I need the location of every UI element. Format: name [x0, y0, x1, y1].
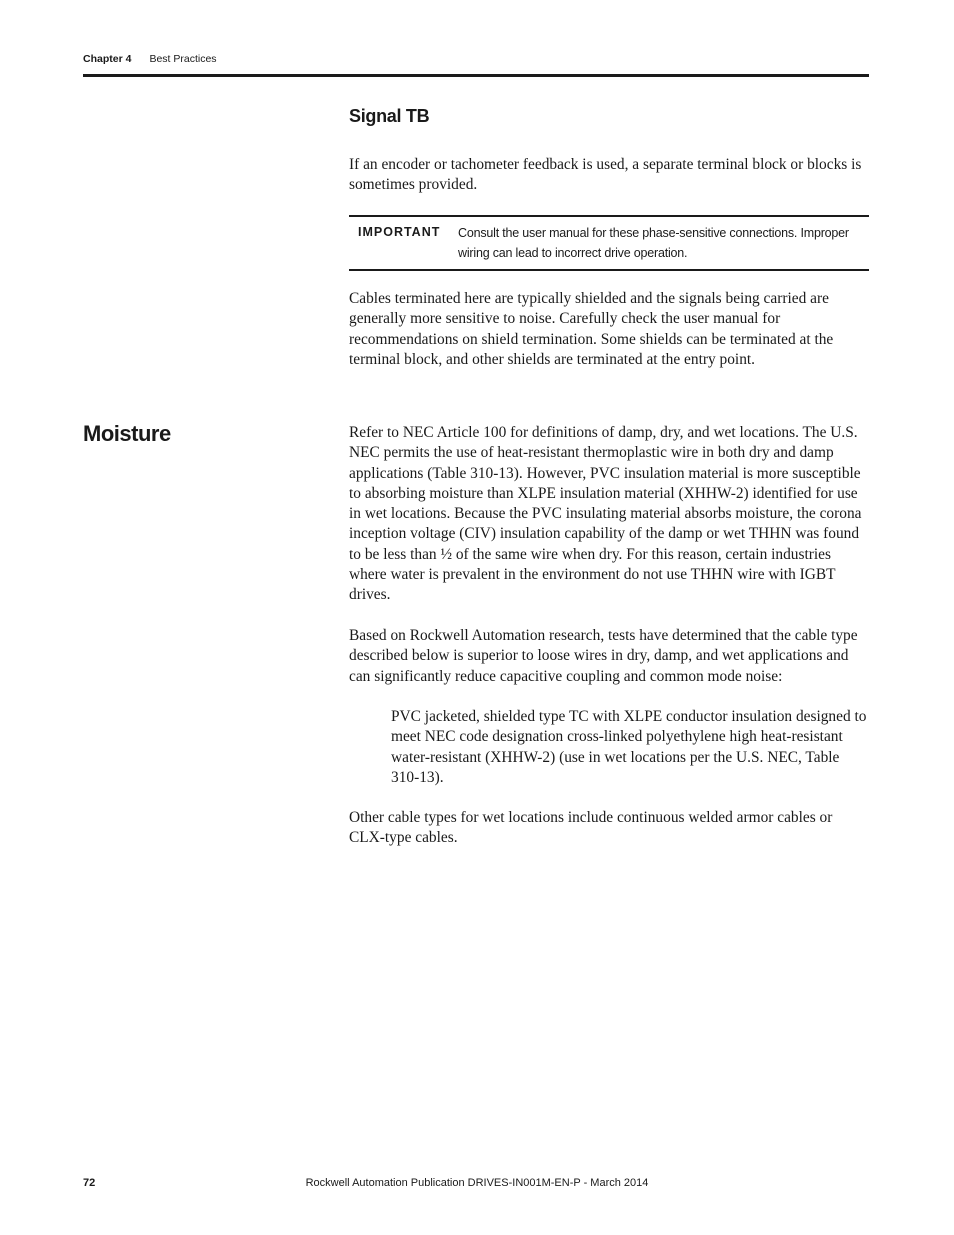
moisture-heading: Moisture: [83, 421, 171, 446]
moisture-paragraph-1: Refer to NEC Article 100 for definitions of damp, dry, and wet locations. The U.S. NEC permits the use of heat-resistant thermoplastic wire in both dry and damp applications (Table 310-13). However, PVC insulation material is more susceptible to absorbing moisture than XLPE insulation material (XHHW-2) identified for use in wet locations. Because the PVC insulating material absorbs moisture, the corona inception voltage (CIV) insulation capability of the damp or wet THHN was found to be less than ½ of the same wire when dry. For this reason, certain industries where water is prevalent in the environment do not use THHN wire with IGBT drives.: [349, 424, 862, 604]
publication-footer: Rockwell Automation Publication DRIVES-IN001M-EN-P - March 2014: [305, 1177, 649, 1189]
moisture-indented-paragraph: PVC jacketed, shielded type TC with XLPE conductor insulation designed to meet NEC code designation cross-linked polyethylene high heat-resistant water-resistant (XHHW-2) (use in wet locations per the U.S. NEC, Table 310-13).: [391, 708, 867, 786]
important-label: IMPORTANT: [358, 225, 441, 239]
page-number: 72: [83, 1177, 96, 1189]
signal-tb-intro: If an encoder or tachometer feedback is used, a separate terminal block or blocks is sometimes provided.: [349, 156, 862, 194]
section-label: Best Practices: [149, 53, 217, 65]
important-text: Consult the user manual for these phase-sensitive connections. Improper wiring can lead to incorrect drive operation.: [458, 226, 849, 260]
signal-tb-heading: Signal TB: [349, 106, 430, 126]
running-header: [83, 53, 217, 65]
chapter-label: Chapter 4: [83, 53, 132, 65]
moisture-paragraph-2: Based on Rockwell Automation research, tests have determined that the cable type described below is superior to loose wires in dry, damp, and wet applications and can significantly reduce capacitive coupling and common mode noise:: [349, 627, 858, 685]
moisture-paragraph-3: Other cable types for wet locations include continuous welded armor cables or CLX-type cables.: [349, 809, 833, 847]
signal-tb-body: Cables terminated here are typically shielded and the signals being carried are generally more sensitive to noise. Carefully check the user manual for recommendations on shield termination. Some shields can be terminated at the terminal block, and other shields are terminated at the entry point.: [349, 290, 834, 368]
important-callout: [349, 215, 869, 271]
header-rule: [83, 74, 869, 77]
